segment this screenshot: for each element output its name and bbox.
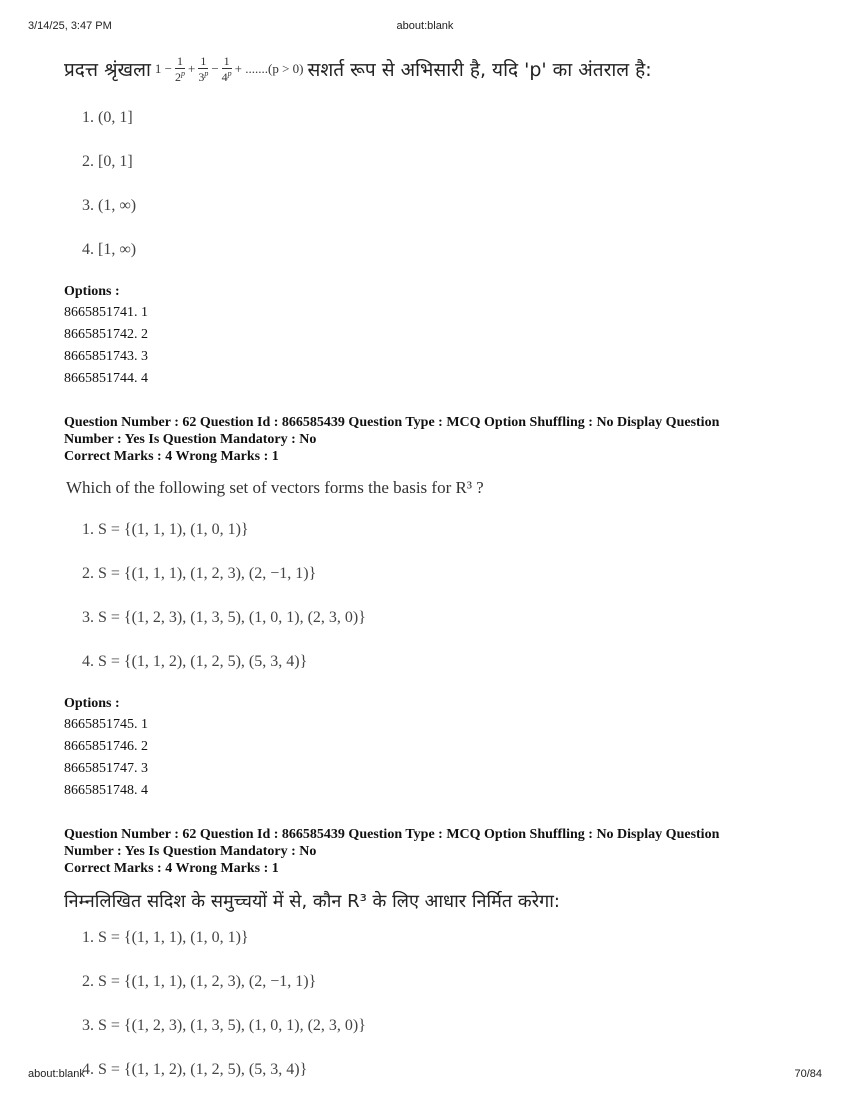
print-footer xyxy=(28,1068,822,1084)
print-datetime: 3/14/25, 3:47 PM xyxy=(28,20,112,32)
term-denominator: 4$^p$ xyxy=(221,69,232,84)
question-stem: Which of the following set of vectors forms the basis for R³ ? xyxy=(66,478,484,497)
answer-choices xyxy=(82,104,794,280)
question-marks: Correct Marks : 4 Wrong Marks : 1 xyxy=(64,861,279,876)
answer-choice: 3. S = {(1, 2, 3), (1, 3, 5), (1, 0, 1), (2, 3, 0)} xyxy=(82,609,366,626)
meta-line: Question Number : 62 Question Id : 866585439 Question Type : MCQ Option Shuffling : No Display Question xyxy=(64,415,720,430)
answer-choice: 4. S = {(1, 1, 2), (1, 2, 5), (5, 3, 4)} xyxy=(82,653,308,670)
answer-choice: 1. S = {(1, 1, 1), (1, 0, 1)} xyxy=(82,521,249,538)
question-meta xyxy=(64,826,794,860)
options-label: Options : xyxy=(64,284,120,299)
print-header xyxy=(28,20,822,36)
question-stem xyxy=(64,48,794,90)
question-62-hindi xyxy=(64,826,794,1100)
option-id: 8665851743. 3 xyxy=(64,349,148,364)
term-sign: + xyxy=(187,61,196,76)
series-term xyxy=(198,55,208,83)
stem-prefix: प्रदत्त श्रृंखला xyxy=(64,59,151,81)
series-term xyxy=(222,55,232,83)
term-denominator: 2$^p$ xyxy=(174,69,185,84)
meta-line: Question Number : 62 Question Id : 866585439 Question Type : MCQ Option Shuffling : No Display Question xyxy=(64,827,720,842)
options-label: Options : xyxy=(64,696,120,711)
series-expression xyxy=(155,55,304,83)
option-id: 8665851748. 4 xyxy=(64,783,148,798)
question-stem: निम्नलिखित सदिश के समुच्चयों में से, कौन R³ के लिए आधार निर्मित करेगा: xyxy=(64,891,560,912)
series-tail: + .......(p > 0) xyxy=(234,61,304,76)
meta-line: Number : Yes Is Question Mandatory : No xyxy=(64,844,317,859)
print-url: about:blank xyxy=(28,1068,85,1080)
answer-choice: 1. (0, 1] xyxy=(82,109,133,126)
answer-choice: 1. S = {(1, 1, 1), (1, 0, 1)} xyxy=(82,929,249,946)
question-61 xyxy=(64,48,794,390)
print-title: about:blank xyxy=(396,20,454,32)
question-62-english xyxy=(64,414,794,802)
question-meta xyxy=(64,414,794,448)
series-first: 1 − xyxy=(154,61,172,76)
term-sign: − xyxy=(211,61,219,76)
term-denominator: 3$^p$ xyxy=(198,69,209,84)
option-id: 8665851746. 2 xyxy=(64,739,148,754)
answer-choice: 2. [0, 1] xyxy=(82,153,133,170)
option-id: 8665851741. 1 xyxy=(64,305,148,320)
answer-choice: 4. [1, ∞) xyxy=(82,241,137,258)
answer-choices xyxy=(82,516,794,692)
meta-line: Number : Yes Is Question Mandatory : No xyxy=(64,432,317,447)
answer-choice: 2. S = {(1, 1, 1), (1, 2, 3), (2, −1, 1)} xyxy=(82,973,317,990)
term-numerator: 1 xyxy=(176,54,183,68)
question-marks: Correct Marks : 4 Wrong Marks : 1 xyxy=(64,449,279,464)
page-number: 70/84 xyxy=(794,1068,822,1080)
term-numerator: 1 xyxy=(223,54,230,68)
option-id: 8665851742. 2 xyxy=(64,327,148,342)
answer-choice: 2. S = {(1, 1, 1), (1, 2, 3), (2, −1, 1)} xyxy=(82,565,317,582)
term-numerator: 1 xyxy=(200,54,207,68)
option-id: 8665851745. 1 xyxy=(64,717,148,732)
answer-choice: 4. S = {(1, 1, 2), (1, 2, 5), (5, 3, 4)} xyxy=(82,1061,308,1078)
stem-suffix: सशर्त रूप से अभिसारी है, यदि 'p' का अंतराल है: xyxy=(307,59,652,81)
series-term xyxy=(175,55,185,83)
answer-choice: 3. (1, ∞) xyxy=(82,197,137,214)
question-paper-page xyxy=(64,40,794,1100)
option-id: 8665851747. 3 xyxy=(64,761,148,776)
answer-choice: 3. S = {(1, 2, 3), (1, 3, 5), (1, 0, 1), (2, 3, 0)} xyxy=(82,1017,366,1034)
option-id: 8665851744. 4 xyxy=(64,371,148,386)
